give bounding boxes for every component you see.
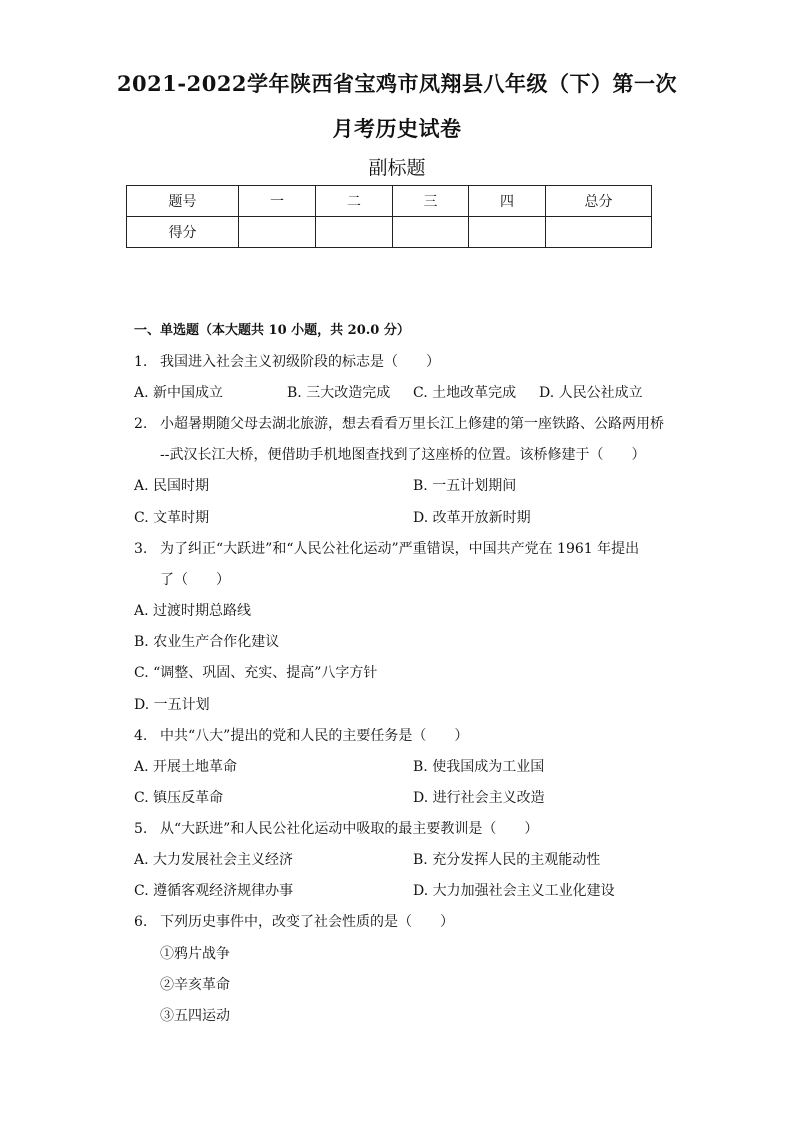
score-table-score-row	[127, 217, 652, 248]
question-number: 3.	[134, 541, 148, 557]
score-cell[interactable]	[239, 217, 316, 248]
question-number: 6.	[134, 914, 148, 930]
question-text-continued: 了（ ）	[160, 572, 230, 588]
score-table-header-row	[127, 186, 652, 217]
score-cell[interactable]	[546, 217, 652, 248]
question-4	[134, 725, 468, 745]
option-d: D. 人民公社成立	[539, 385, 643, 401]
option-d: D. 改革开放新时期	[413, 510, 531, 526]
option-b: B. 农业生产合作化建议	[134, 634, 280, 650]
list-item: ①鸦片战争	[160, 946, 230, 962]
score-header-cell: 三	[393, 186, 469, 217]
option-d: D. 进行社会主义改造	[413, 790, 545, 806]
exam-title-line1: 2021-2022学年陕西省宝鸡市凤翔县八年级（下）第一次	[116, 71, 678, 96]
exam-title-line2: 月考历史试卷	[332, 116, 462, 141]
score-header-cell: 题号	[127, 186, 239, 217]
score-cell[interactable]	[316, 217, 393, 248]
score-cell[interactable]	[469, 217, 546, 248]
question-text: 小超暑期随父母去湖北旅游，想去看看万里长江上修建的第一座铁路、公路两用桥	[160, 416, 664, 432]
option-a: A. 大力发展社会主义经济	[134, 852, 294, 868]
option-a: A. 过渡时期总路线	[134, 603, 252, 619]
question-text: 我国进入社会主义初级阶段的标志是（ ）	[160, 354, 440, 370]
option-b: B. 充分发挥人民的主观能动性	[413, 852, 601, 868]
option-c: C. “调整、巩固、充实、提高”八字方针	[134, 665, 378, 681]
option-b: B. 使我国成为工业国	[413, 759, 545, 775]
option-a: A. 民国时期	[134, 478, 210, 494]
option-d: D. 大力加强社会主义工业化建设	[413, 883, 615, 899]
option-c: C. 镇压反革命	[134, 790, 224, 806]
question-number: 5.	[134, 821, 148, 837]
score-header-cell: 四	[469, 186, 546, 217]
option-c: C. 遵循客观经济规律办事	[134, 883, 294, 899]
question-1	[134, 351, 440, 371]
option-c: C. 文革时期	[134, 510, 210, 526]
question-2	[134, 413, 664, 433]
question-number: 2.	[134, 416, 148, 432]
question-number: 4.	[134, 728, 148, 744]
option-b: B. 三大改造完成	[287, 385, 391, 401]
section-heading-single-choice: 一、单选题（本大题共 10 小题，共 20.0 分）	[134, 323, 410, 338]
score-header-cell: 二	[316, 186, 393, 217]
question-text: 为了纠正“大跃进”和“人民公社化运动”严重错误，中国共产党在 1961 年提出	[160, 541, 640, 557]
option-b: B. 一五计划期间	[413, 478, 517, 494]
option-c: C. 土地改革完成	[413, 385, 517, 401]
question-text: 从“大跃进”和人民公社化运动中吸取的最主要教训是（ ）	[160, 821, 539, 837]
option-a: A. 新中国成立	[134, 385, 224, 401]
exam-subtitle: 副标题	[368, 157, 426, 179]
option-a: A. 开展土地革命	[134, 759, 238, 775]
question-6	[134, 911, 454, 931]
question-text-continued: --武汉长江大桥，便借助手机地图查找到了这座桥的位置。该桥修建于（ ）	[160, 447, 646, 463]
question-number: 1.	[134, 354, 148, 370]
list-item: ②辛亥革命	[160, 977, 230, 993]
score-table	[126, 185, 652, 248]
option-d: D. 一五计划	[134, 697, 210, 713]
score-header-cell: 一	[239, 186, 316, 217]
question-3	[134, 538, 639, 558]
score-row-label: 得分	[127, 217, 239, 248]
score-cell[interactable]	[393, 217, 469, 248]
question-5	[134, 818, 538, 838]
list-item: ③五四运动	[160, 1008, 230, 1024]
question-text: 中共“八大”提出的党和人民的主要任务是（ ）	[160, 728, 469, 744]
score-header-cell: 总分	[546, 186, 652, 217]
question-text: 下列历史事件中，改变了社会性质的是（ ）	[160, 914, 454, 930]
